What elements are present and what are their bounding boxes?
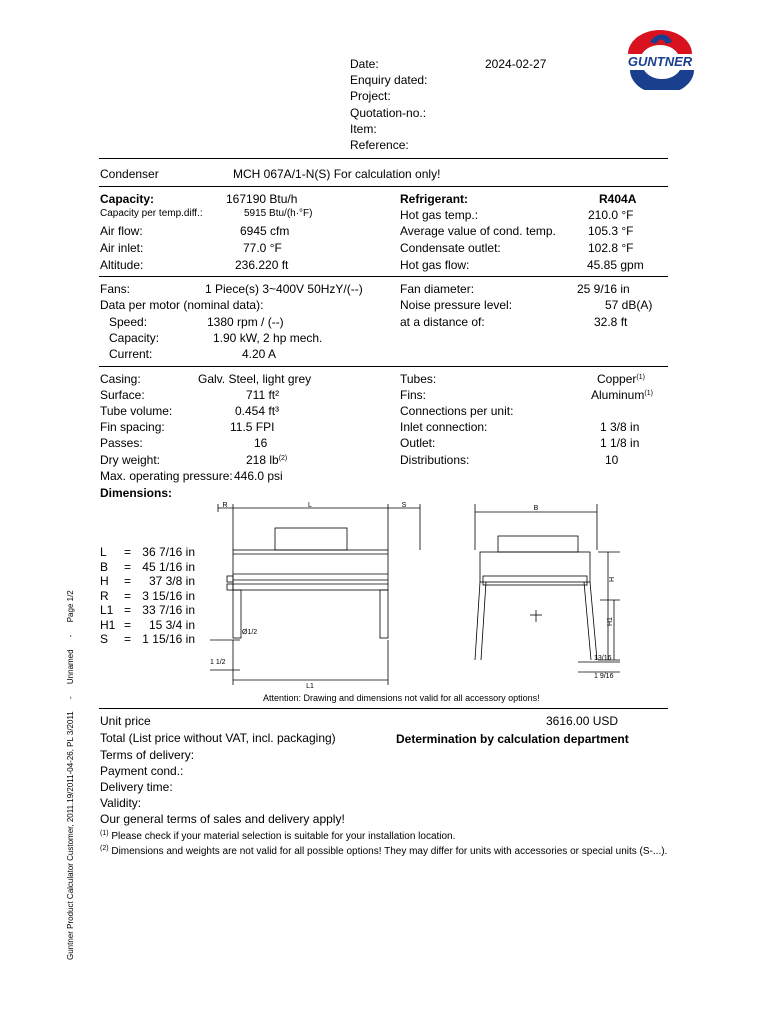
- dim-value: 3 15/16 in: [142, 588, 195, 603]
- tubes-value: Copper$^{(1)}$: [597, 372, 645, 386]
- dim-key: L1: [100, 603, 114, 617]
- tubevol-value: 0.454 ft³: [235, 404, 280, 418]
- tubes-label: Tubes:: [400, 372, 437, 386]
- project-label: Project:: [350, 89, 391, 103]
- dim-eq: =: [124, 574, 132, 588]
- fins-value: Aluminum$^{(1)}$: [591, 388, 653, 402]
- divider: [99, 276, 668, 277]
- speed-value: 1380 rpm / (--): [207, 315, 284, 329]
- connections-label: Connections per unit:: [400, 404, 514, 418]
- airinlet-label: Air inlet:: [100, 241, 144, 255]
- drawing-label-1916: 1 9/16: [594, 673, 614, 680]
- divider: [99, 158, 668, 159]
- guntner-logo: [614, 28, 706, 90]
- dryweight-value: 218 $lb^{(2)}$: [246, 453, 288, 467]
- payment-label: Payment cond.:: [100, 764, 184, 778]
- footnote-marker: (1): [644, 390, 653, 397]
- divider: [99, 186, 668, 187]
- terms-label: Terms of delivery:: [100, 748, 195, 762]
- distance-label: at a distance of:: [400, 315, 485, 329]
- passes-value: 16: [254, 436, 268, 450]
- outlet-value: 1 1/8 in: [600, 436, 640, 450]
- footnote-text: Dimensions and weights are not valid for all possible options! They may differ for units with accessories or special units (S-...).: [111, 846, 668, 857]
- refrigerant-label: Refrigerant:: [400, 192, 469, 206]
- dim-key: H: [100, 574, 109, 588]
- maxpressure-value: 446.0 psi: [234, 469, 283, 483]
- front-view: [210, 502, 420, 690]
- cap-per-td-value: 5915 Btu/(h·°F): [244, 208, 313, 219]
- current-label: Current:: [109, 347, 153, 361]
- dim-key: S: [100, 632, 109, 646]
- dim-key: B: [100, 559, 109, 574]
- enquiry-label: Enquiry dated:: [350, 73, 428, 87]
- dimension-drawing: [200, 500, 640, 690]
- logo-text: GUNTNER: [627, 54, 693, 69]
- unitprice-label: Unit price: [100, 714, 151, 728]
- dim-value: 1 15/16 in: [142, 632, 195, 646]
- condout-label: Condensate outlet:: [400, 241, 501, 255]
- validity-label: Validity:: [100, 796, 142, 810]
- avgcond-value: 105.3 °F: [588, 224, 634, 238]
- dim-key: H1: [100, 617, 116, 632]
- deliverytime-label: Delivery time:: [100, 780, 173, 794]
- drawing-label-h1: H1: [607, 617, 614, 626]
- drawing-label-112: 1 1/2: [210, 659, 226, 666]
- dim-value: 45 1/16 in: [142, 559, 195, 574]
- fan-capacity-label: Capacity:: [109, 331, 160, 345]
- distributions-value: 10: [605, 453, 619, 467]
- diameter-label: Fan diameter:: [400, 282, 475, 296]
- quotation-label: Quotation-no.:: [350, 106, 427, 120]
- side-view: [475, 504, 620, 680]
- unitprice-value: 3616.00 USD: [546, 714, 619, 728]
- finspacing-label: Fin spacing:: [100, 420, 165, 434]
- date-value: 2024-02-27: [485, 57, 547, 71]
- capacity-label: Capacity:: [100, 192, 155, 206]
- dimension-row: [100, 589, 195, 604]
- drawing-label-r: R: [222, 502, 228, 509]
- drawing-attention: Attention: Drawing and dimensions not valid for all accessory options!: [263, 693, 540, 703]
- motor-label: Data per motor (nominal data):: [100, 298, 264, 312]
- footnote-marker: (2): [278, 455, 288, 462]
- dryweight-label: Dry weight:: [100, 453, 161, 467]
- divider: [99, 366, 668, 367]
- hotgasflow-label: Hot gas flow:: [400, 258, 470, 272]
- cap-per-td-label: Capacity per temp.diff.:: [100, 208, 203, 219]
- dimension-row: [100, 560, 195, 575]
- drawing-label-b: B: [533, 505, 539, 512]
- surface-label: Surface:: [100, 388, 145, 402]
- dim-value: 37 3/8 in: [148, 574, 195, 588]
- distance-value: 32.8 ft: [594, 315, 628, 329]
- dim-key: R: [100, 588, 109, 603]
- drawing-label-l: L: [308, 502, 312, 509]
- footnote-text: Please check if your material selection is suitable for your installation location.: [111, 831, 456, 842]
- drawing-label-1316: 13/16: [594, 655, 612, 662]
- dim-eq: =: [124, 603, 132, 617]
- footnote-1: [100, 832, 455, 842]
- dim-value: 15 3/4 in: [148, 617, 195, 632]
- dimension-row: [100, 632, 195, 647]
- total-value: Determination by calculation department: [396, 732, 629, 746]
- surface-value: 711 ft²: [246, 388, 280, 402]
- side-doc: Unnamed: [66, 649, 75, 685]
- side-source: Guntner Product Calculator Customer, 2011.19/2011-04-26, PL 3/2011: [66, 711, 75, 960]
- total-label: Total (List price without VAT, incl. packaging): [100, 731, 336, 745]
- general-terms: Our general terms of sales and delivery apply!: [100, 812, 345, 826]
- noise-value: 57 dB(A): [605, 298, 653, 312]
- footnote-2: [100, 847, 667, 857]
- dimension-row: [100, 618, 195, 633]
- dimension-row: [100, 574, 195, 589]
- dim-key: L: [100, 545, 107, 559]
- hotgas-label: Hot gas temp.:: [400, 208, 479, 222]
- fans-label: Fans:: [100, 282, 131, 296]
- airflow-value: 6945 cfm: [240, 224, 290, 238]
- outlet-label: Outlet:: [400, 436, 436, 450]
- dimension-row: [100, 545, 195, 560]
- hotgasflow-value: 45.85 gpm: [587, 258, 644, 272]
- divider: [99, 708, 668, 709]
- dimensions-heading: Dimensions:: [100, 486, 173, 500]
- dim-eq: =: [124, 559, 132, 574]
- reference-label: Reference:: [350, 138, 409, 152]
- drawing-label-l1: L1: [306, 683, 314, 690]
- drawing-label-s: S: [401, 502, 407, 509]
- footnote-marker: (1): [636, 374, 645, 381]
- dim-value: 33 7/16 in: [142, 603, 195, 617]
- noise-label: Noise pressure level:: [400, 298, 513, 312]
- finspacing-value: 11.5 FPI: [230, 420, 275, 434]
- fans-value: 1 Piece(s) 3~400V 50HzY/(--): [205, 282, 363, 296]
- altitude-value: 236.220 ft: [235, 258, 289, 272]
- current-value: 4.20 A: [242, 347, 277, 361]
- product-type: Condenser: [100, 167, 159, 181]
- dim-eq: =: [124, 545, 132, 559]
- avgcond-label: Average value of cond. temp.: [400, 224, 556, 238]
- hotgas-value: 210.0 °F: [588, 208, 634, 222]
- side-footer: [66, 580, 75, 960]
- date-label: Date:: [350, 57, 379, 71]
- dim-eq: =: [124, 617, 132, 632]
- dim-eq: =: [124, 588, 132, 603]
- distributions-label: Distributions:: [400, 453, 470, 467]
- product-model: MCH 067A/1-N(S) For calculation only!: [233, 167, 441, 181]
- condout-value: 102.8 °F: [588, 241, 634, 255]
- inlet-value: 1 3/8 in: [600, 420, 640, 434]
- refrigerant-value: R404A: [599, 192, 637, 206]
- side-page: Page 1/2: [66, 590, 75, 623]
- speed-label: Speed:: [109, 315, 148, 329]
- dimensions-list: [100, 545, 195, 647]
- diameter-value: 25 9/16 in: [577, 282, 630, 296]
- fins-label: Fins:: [400, 388, 427, 402]
- casing-value: Galv. Steel, light grey: [198, 372, 312, 386]
- side-sep: -: [66, 634, 75, 638]
- airflow-label: Air flow:: [100, 224, 143, 238]
- passes-label: Passes:: [100, 436, 143, 450]
- footnote-marker: (2): [100, 845, 109, 852]
- altitude-label: Altitude:: [100, 258, 144, 272]
- airinlet-value: 77.0 °F: [243, 241, 282, 255]
- maxpressure-label: Max. operating pressure:: [100, 469, 233, 483]
- dim-eq: =: [124, 632, 132, 646]
- drawing-label-h: H: [609, 576, 616, 582]
- item-label: Item:: [350, 122, 377, 136]
- drawing-label-d12: Ø1/2: [242, 629, 258, 636]
- dim-value: 36 7/16 in: [142, 545, 195, 559]
- footnote-marker: (1): [100, 830, 109, 837]
- casing-label: Casing:: [100, 372, 141, 386]
- side-sep: -: [66, 696, 75, 700]
- capacity-value: 167190 Btu/h: [226, 192, 298, 206]
- fan-capacity-value: 1.90 kW, 2 hp mech.: [213, 331, 323, 345]
- inlet-label: Inlet connection:: [400, 420, 488, 434]
- dimension-row: [100, 603, 195, 618]
- tubevol-label: Tube volume:: [100, 404, 173, 418]
